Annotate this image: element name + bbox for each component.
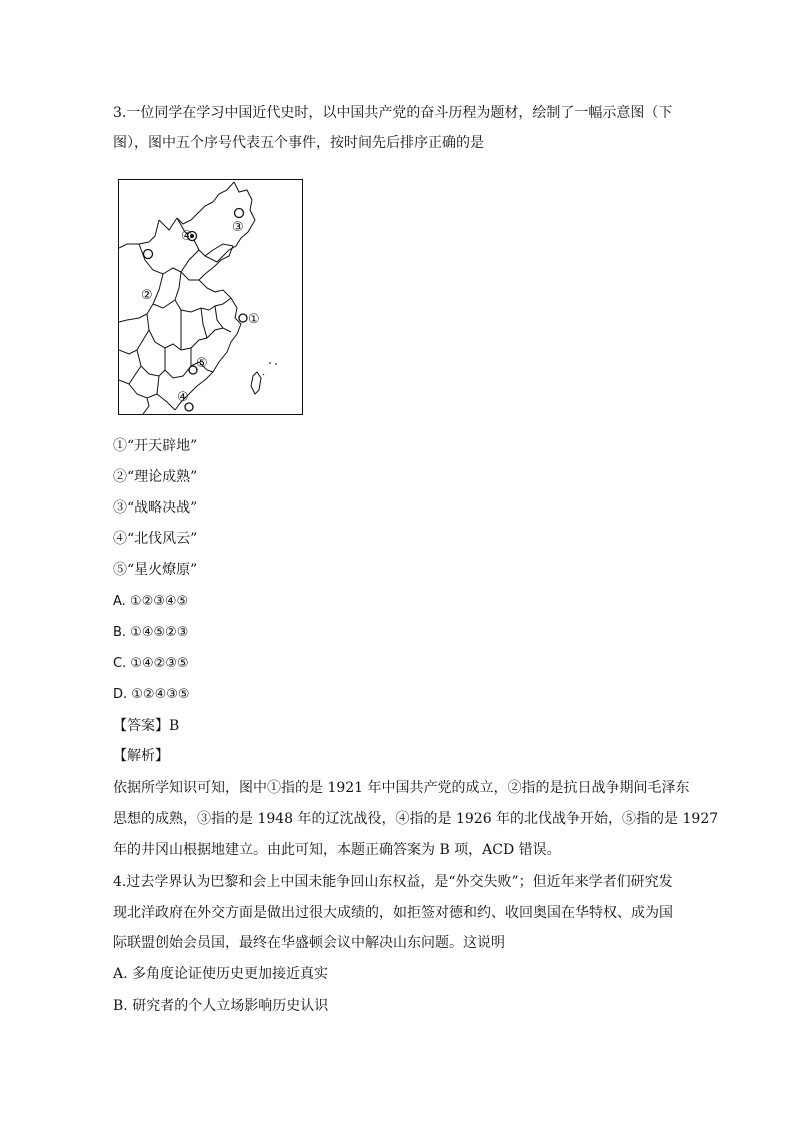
- marker-2: ②: [141, 288, 153, 303]
- location-1-dot: [239, 314, 247, 322]
- question-4-line-2: 现北洋政府在外交方面是做出过很大成绩的，如拒签对德和约、收回奥国在华特权、成为国: [113, 905, 673, 921]
- event-5: ⑤“星火燎原”: [113, 562, 198, 578]
- event-4: ④“北伐风云”: [113, 531, 198, 547]
- q4-option-a: A. 多角度论证使历史更加接近真实: [113, 966, 329, 982]
- option-c: C. ①④②③⑤: [113, 656, 189, 671]
- analysis-line-2: 思想的成熟，③指的是 1948 年的辽沈战役，④指的是 1926 年的北伐战争开始，⑤指的是 1927: [113, 811, 719, 827]
- marker-5: ⑤: [196, 356, 208, 371]
- marker-4-top: ④: [181, 229, 193, 244]
- marker-3: ③: [232, 220, 244, 235]
- analysis-line-3: 年的井冈山根据地建立。由此可知，本题正确答案为 B 项，ACD 错误。: [113, 842, 561, 858]
- china-map-outline: [119, 180, 302, 414]
- question-3-line-2: 图），图中五个序号代表五个事件，按时间先后排序正确的是: [113, 135, 484, 151]
- answer-label: 【答案】B: [113, 718, 180, 734]
- analysis-line-1: 依据所学知识可知，图中①指的是 1921 年中国共产党的成立，②指的是抗日战争期间毛泽东: [113, 780, 690, 796]
- marker-1: ①: [248, 312, 260, 327]
- question-4-line-1: 4.过去学界认为巴黎和会上中国未能争回山东权益，是“外交失败”；但近年来学者们研究发: [113, 874, 673, 890]
- location-2-dot: [144, 250, 153, 259]
- event-3: ③“战略决战”: [113, 500, 198, 516]
- q4-option-b: B. 研究者的个人立场影响历史认识: [113, 998, 329, 1014]
- map-figure: [118, 179, 303, 415]
- location-3-dot: [235, 209, 244, 218]
- analysis-title: 【解析】: [113, 748, 169, 764]
- question-4-line-3: 际联盟创始会员国，最终在华盛顿会议中解决山东问题。这说明: [113, 935, 505, 951]
- question-3-line-1: 3.一位同学在学习中国近代史时，以中国共产党的奋斗历程为题材，绘制了一幅示意图（下: [113, 105, 673, 121]
- option-a: A. ①②③④⑤: [113, 594, 189, 609]
- option-b: B. ①④⑤②③: [113, 625, 189, 640]
- marker-4: ④: [177, 390, 189, 405]
- event-2: ②“理论成熟”: [113, 469, 198, 485]
- event-1: ①“开天辟地”: [113, 438, 198, 454]
- option-d: D. ①②④③⑤: [113, 687, 190, 702]
